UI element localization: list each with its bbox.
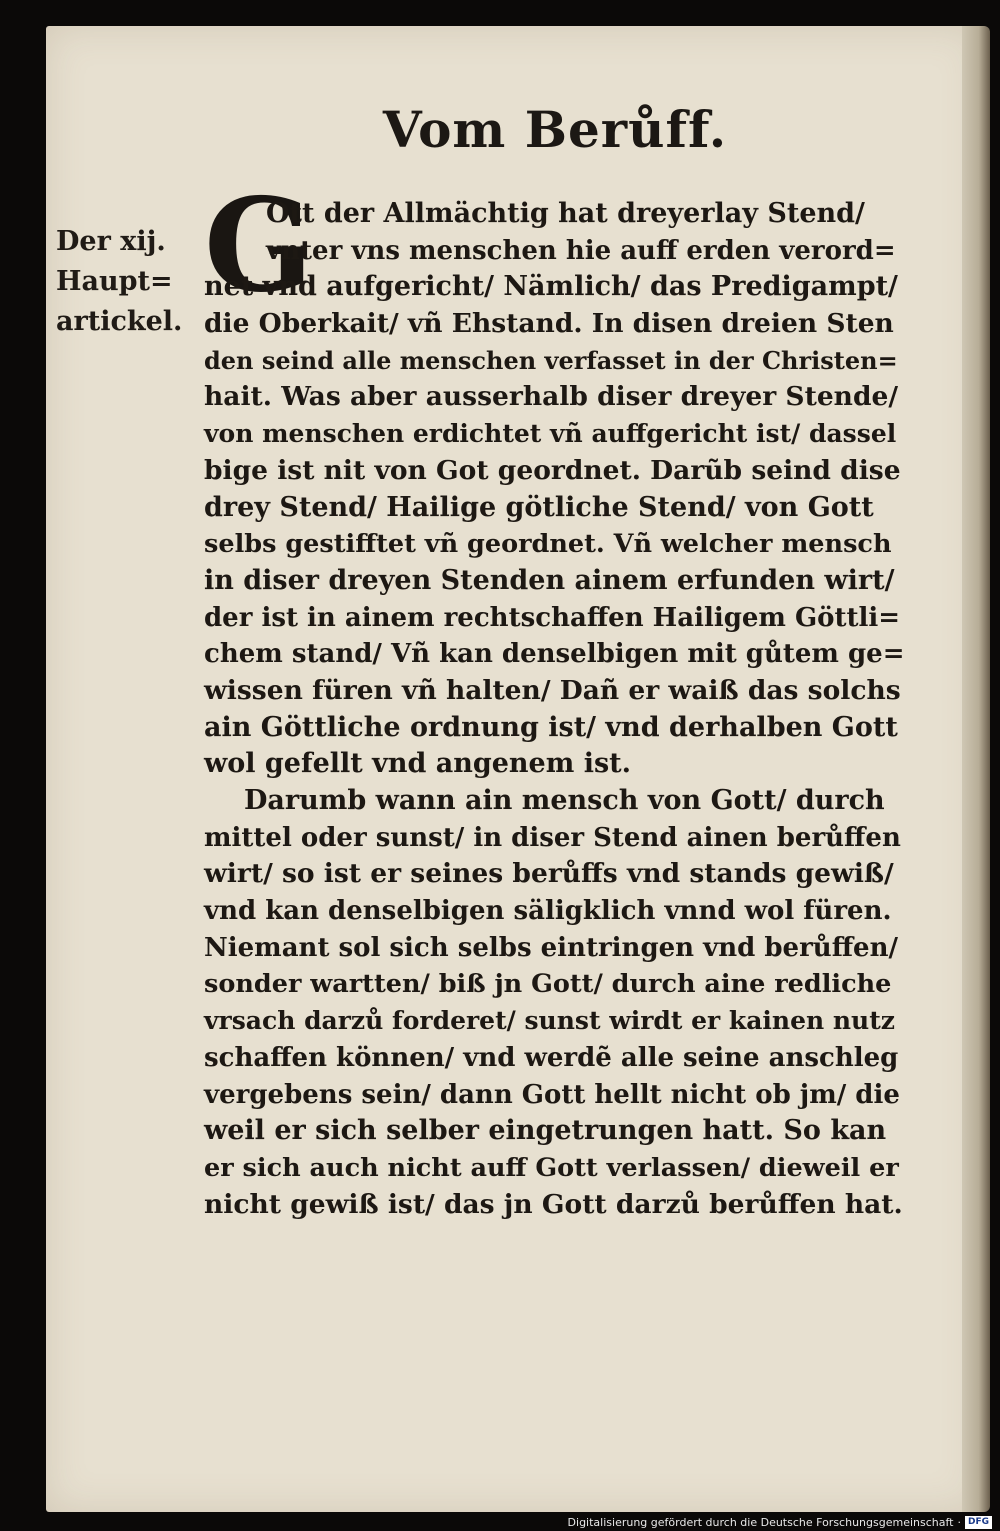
text-line: chem stand/ Vñ kan denselbigen mit gůtem ge=: [204, 639, 905, 670]
margin-note: [56, 222, 196, 342]
text-line: der ist in ainem rechtschaffen Hailigem Göttli=: [204, 602, 901, 633]
text-line: in diser dreyen Stenden ainem erfunden wirt/: [204, 564, 895, 596]
text-line: mittel oder sunst/ in diser Stend ainen berůffen: [204, 822, 901, 853]
page-title: Vom Berůff.: [382, 100, 728, 159]
text-line: selbs gestifftet vñ geordnet. Vñ welcher mensch: [204, 529, 892, 560]
drop-capital: G: [204, 171, 314, 321]
margin-note-line: Der xij.: [56, 226, 166, 257]
footer-credit: Digitalisierung gefördert durch die Deutsche Forschungsgemeinschaft: [567, 1515, 954, 1529]
body-text: [204, 196, 904, 1223]
footer-separator: ·: [957, 1515, 961, 1529]
text-line: net vnd aufgericht/ Nämlich/ das Predigampt/: [204, 271, 898, 303]
text-line: wissen füren vñ halten/ Dañ er waiß das solchs: [204, 674, 901, 706]
margin-note-line: artickel.: [56, 306, 183, 337]
text-line: weil er sich selber eingetrungen hatt. So kan: [204, 1115, 887, 1147]
text-line: er sich auch nicht auff Gott verlassen/ dieweil er: [204, 1152, 899, 1183]
text-line: vnd kan denselbigen säligklich vnnd wol füren.: [204, 896, 892, 927]
text-line: von menschen erdichtet vñ auffgericht ist/ dassel: [204, 419, 897, 449]
page-edge: [962, 26, 990, 1512]
text-line: den seind alle menschen verfasset in der Christen=: [204, 345, 898, 375]
dfg-logo-icon: DFG: [965, 1516, 992, 1529]
text-line: vrsach darzů forderet/ sunst wirdt er kainen nutz: [204, 1006, 895, 1036]
text-line: Niemant sol sich selbs eintringen vnd berůffen/: [204, 932, 898, 963]
text-line: drey Stend/ Hailige götliche Stend/ von Gott: [204, 491, 874, 523]
margin-note-line: Haupt=: [56, 266, 173, 297]
text-line: bige ist nit von Got geordnet. Darũb seind dise: [204, 454, 901, 486]
text-line: ain Göttliche ordnung ist/ vnd derhalben Gott: [204, 711, 898, 743]
digitization-footer: [568, 1513, 992, 1531]
text-line: Ott der Allmächtig hat dreyerlay Stend/: [266, 198, 865, 229]
text-line: die Oberkait/ vñ Ehstand. In disen dreien Sten: [204, 308, 894, 340]
text-line: vnter vns menschen hie auff erden verord=: [266, 235, 896, 266]
text-line: sonder wartten/ biß jn Gott/ durch aine redliche: [204, 969, 892, 1000]
text-line: vergebens sein/ dann Gott hellt nicht ob jm/ die: [204, 1079, 900, 1110]
text-line: wirt/ so ist er seines berůffs vnd stands gewiß/: [204, 858, 894, 890]
text-line: nicht gewiß ist/ das jn Gott darzů berůffen hat.: [204, 1188, 903, 1220]
text-line: hait. Was aber ausserhalb diser dreyer Stende/: [204, 381, 899, 413]
text-line: wol gefellt vnd angenem ist.: [204, 748, 632, 780]
text-line: schaffen können/ vnd werdẽ alle seine anschleg: [204, 1042, 899, 1073]
text-line: Darumb wann ain mensch von Gott/ durch: [244, 785, 885, 816]
